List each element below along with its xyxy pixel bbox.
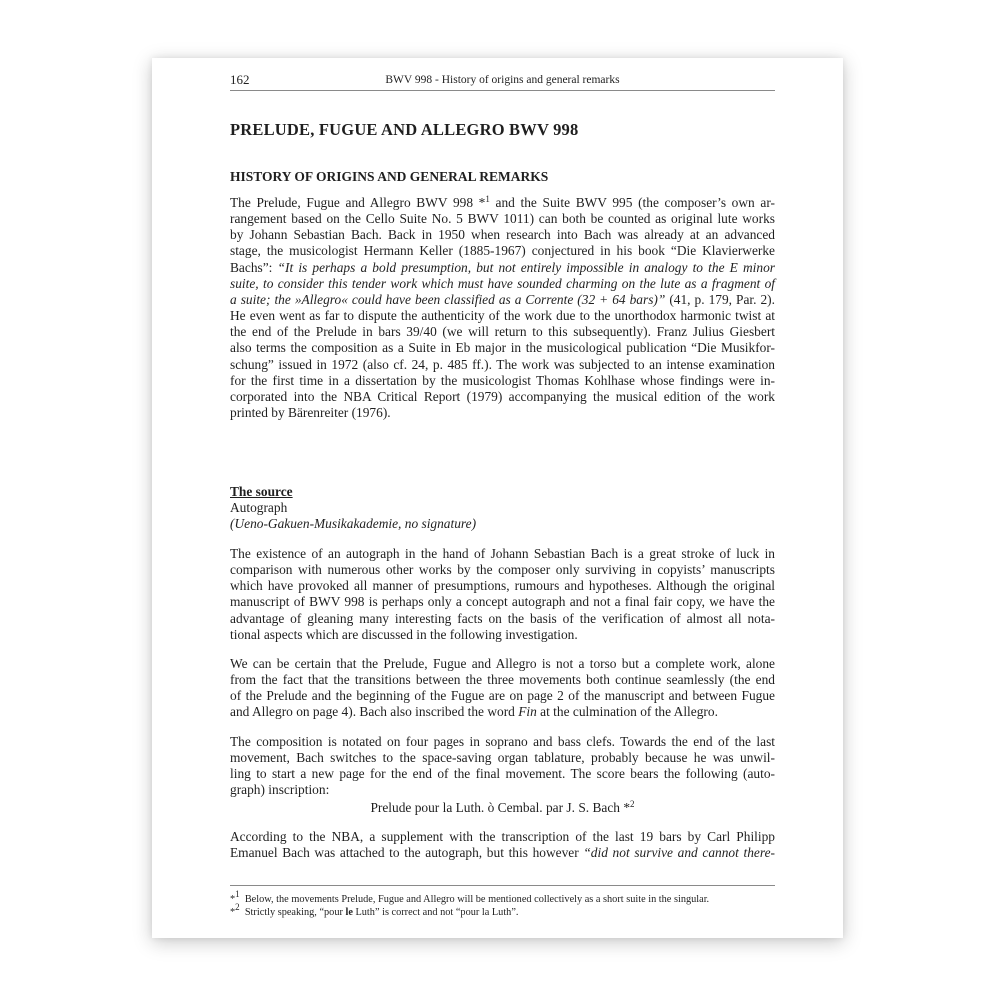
page-title: PRELUDE, FUGUE AND ALLEGRO BWV 998 [230,120,579,139]
source-type: Autograph [230,500,288,516]
text-line: The Prelude, Fugue and Allegro BWV 998 *$^1$ and the Suite BWV 995 (the composer’s own ar- [230,194,775,210]
nba-paragraph [230,829,775,861]
intro-paragraph [230,195,775,421]
quote-line: suite, to consider this tender work which must have sounded charming on the lute as a fragment of [230,275,775,291]
page-number: 162 [230,72,250,87]
text-line: The existence of an autograph in the hand of Johann Sebastian Bach is a great stroke of luck in [230,546,775,561]
text-line: According to the NBA, a supplement with the transcription of the last 19 bars by Carl Philipp [230,829,775,844]
source-location: (Ueno-Gakuen-Musikakademie, no signature) [230,516,477,532]
text-line: which have provoked all manner of presumptions, rumours and hypotheses. Although the original [230,578,775,594]
running-title: BWV 998 - History of origins and general remarks [385,74,620,86]
text-line: by Johann Sebastian Bach. Back in 1950 when research into Bach was already at an advanced [230,227,775,243]
text-line: for the first time in a dissertation by the musicologist Thomas Kohlhase whose findings were in- [230,372,775,388]
emphasis-fin: Fin [518,704,537,720]
inscription: Prelude pour la Luth. ò Cembal. par J. S. Bach *$^2$ [370,799,635,815]
complete-work-paragraph [230,656,775,721]
footnote-divider [230,885,775,886]
running-header [230,72,775,91]
text-line: also terms the composition as a Suite in Eb major in the musicological publication “Die Musikfor- [230,340,775,356]
quote-text: “did not survive and cannot there- [583,845,775,861]
text-line: corporated into the NBA Critical Report (1979) accompanying the musical edition of the work [230,388,775,404]
text-line: comparison with numerous other works by the composer only surviving in copyists’ manuscripts [230,562,775,578]
text-line: Emanuel Bach was attached to the autograph, but this however “did not survive and cannot there- [230,845,775,861]
autograph-paragraph [230,546,775,643]
source-heading: The source [230,484,293,499]
text-line: graph) inscription: [230,782,330,798]
text-line: We can be certain that the Prelude, Fugue and Allegro is not a torso but a complete work, alone [230,656,775,671]
text-line: Bachs”: “It is perhaps a bold presumption, but not entirely impossible in analogy to the E minor [230,259,775,275]
text-line: movement, Bach switches to the space-saving organ tablature, probably because he was unwil- [230,750,775,766]
text-line: of the Prelude and the beginning of the Fugue are on page 2 of the manuscript and between Fugue [230,688,775,704]
document-page [152,58,843,938]
text-line: He even went as far to dispute the authenticity of the work due to the unorthodox harmonic twist at [230,308,775,324]
footnote-ref[interactable]: 2 [630,799,635,809]
text-line: and Allegro on page 4). Bach also inscribed the word Fin at the culmination of the Allegro. [230,704,718,720]
text-line: the end of the Prelude in bars 39/40 (we will return to this subsequently). Franz Julius Giesbert [230,324,775,340]
text-line: advantage of gleaning many interesting facts on the basis of the verification of almost all nota- [230,610,775,626]
footnote-2: *$^2$ Strictly speaking, “pour le Luth” is correct and not “pour la Luth”. [230,902,519,918]
source-block [230,484,775,532]
text-line: ling to start a new page for the end of the final movement. The score bears the following (auto- [230,766,775,782]
footnote-ref[interactable]: 1 [485,194,490,204]
quote-text: “It is perhaps a bold presumption, but not entirely impossible in analogy to the E minor [277,259,775,275]
text-line: printed by Bärenreiter (1976). [230,405,391,421]
text-line: The composition is notated on four pages in soprano and bass clefs. Towards the end of the last [230,734,775,749]
footnote-1: *$^1$ Below, the movements Prelude, Fugue and Allegro will be mentioned collectively as a short suite in the singular. [230,889,710,905]
notation-paragraph [230,734,775,799]
text-line: stage, the musicologist Hermann Keller (1885-1967) conjectured in his book “Die Klavierwerke [230,243,775,259]
text-line: schung” issued in 1972 (also cf. 24, p. 485 ff.). The work was subjected to an intense examination [230,356,775,372]
text-line: a suite; the »Allegro« could have been classified as a Corrente (32 + 64 bars)” (41, p. 179, Par. 2). [230,291,775,307]
text-line: manuscript of BWV 998 is perhaps only a concept autograph and not a final fair copy, we have the [230,594,775,610]
text-line: from the fact that the transitions between the three movements both continue seamlessly (the end [230,672,775,688]
section-heading: HISTORY OF ORIGINS AND GENERAL REMARKS [230,169,549,184]
text-line: tional aspects which are discussed in the following investigation. [230,626,578,642]
text-line: rangement based on the Cello Suite No. 5 BWV 1011) can both be counted as original lute works [230,211,775,227]
